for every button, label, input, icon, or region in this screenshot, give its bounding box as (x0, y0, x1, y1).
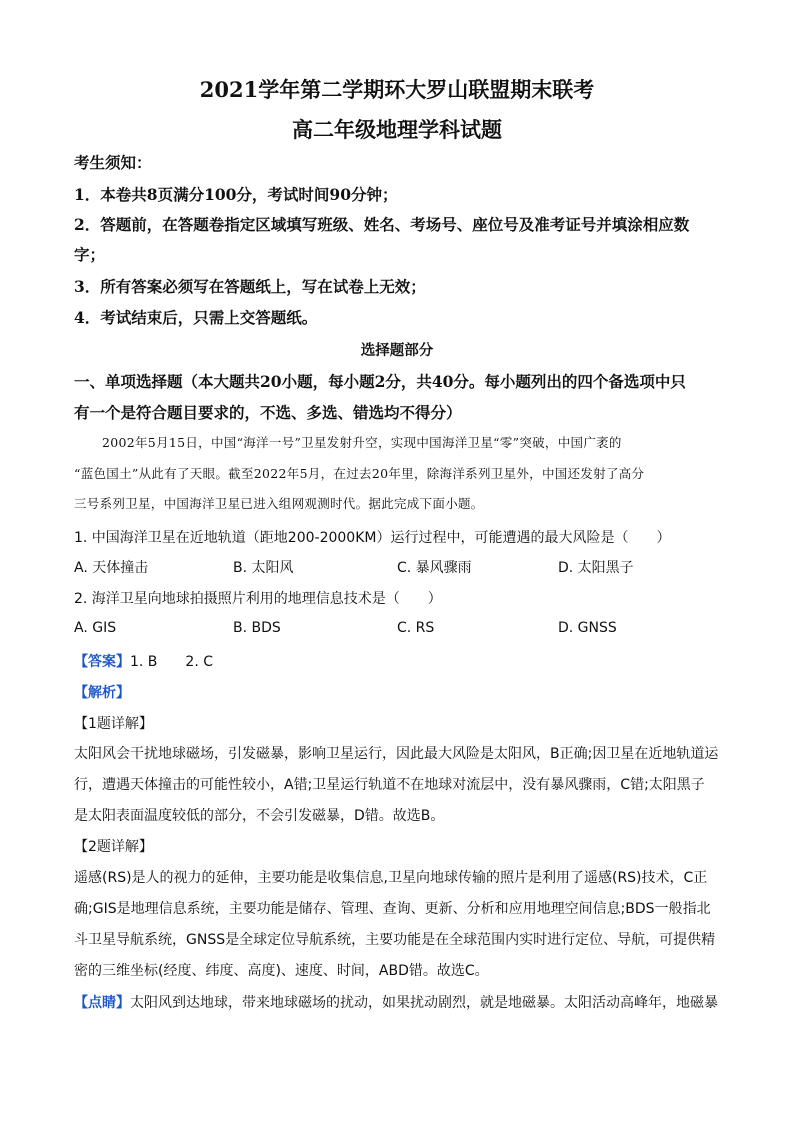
notice-item-3: 3．所有答案必须写在答题纸上，写在试卷上无效； (74, 277, 426, 296)
detail-2-line-2: 确;GIS是地理信息系统，主要功能是储存、管理、查询、更新、分析和应用地理空间信息;BDS一般指北 (74, 901, 711, 917)
question-1-option-d: D. 太阳黑子 (558, 560, 634, 576)
intro-line-2: “蓝色国土”从此有了天眼。截至2022年5月，在过去20年里，除海洋系列卫星外，中国还发射了高分 (74, 466, 645, 481)
point-tag: 【点睛】 (74, 995, 130, 1011)
answer-line (74, 651, 213, 671)
section-heading-2: 有一个是符合题目要求的，不选、多选、错选均不得分） (74, 403, 462, 422)
detail-2-line-1: 遥感(RS)是人的视力的延伸，主要功能是收集信息,卫星向地球传输的照片是利用了遥感(RS)技术，C正 (74, 870, 708, 886)
question-1-option-a: A. 天体撞击 (74, 560, 149, 576)
detail-1-line-2: 行，遭遇天体撞击的可能性较小，A错;卫星运行轨道不在地球对流层中，没有暴风骤雨，C错;太阳黑子 (74, 777, 705, 793)
question-2-option-d: D. GNSS (558, 620, 617, 636)
analysis-tag: 【解析】 (74, 685, 130, 701)
detail-1-line-1: 太阳风会干扰地球磁场，引发磁暴，影响卫星运行，因此最大风险是太阳风，B正确;因卫星在近地轨道运 (74, 746, 719, 762)
section-title: 选择题部分 (360, 342, 434, 359)
intro-line-1: 2002年5月15日，中国“海洋一号”卫星发射升空，实现中国海洋卫星“零”突破，中国广袤的 (102, 435, 622, 450)
detail-1-line-3: 是太阳表面温度较低的部分，不会引发磁暴，D错。故选B。 (74, 808, 445, 824)
detail-2-tag: 【2题详解】 (74, 839, 153, 855)
notice-item-2-cont: 字； (74, 245, 106, 264)
notice-heading: 考生须知： (74, 153, 152, 172)
question-2-option-c: C. RS (397, 620, 435, 636)
exam-subtitle: 高二年级地理学科试题 (292, 117, 502, 142)
question-2-option-a: A. GIS (74, 620, 117, 636)
intro-line-3: 三号系列卫星，中国海洋卫星已进入组网观测时代。据此完成下面小题。 (74, 496, 484, 511)
notice-item-1: 1．本卷共8页满分100分，考试时间90分钟； (74, 185, 398, 204)
question-1-stem: 1. 中国海洋卫星在近地轨道（距地200-2000KM）运行过程中，可能遭遇的最大风险是（ ） (74, 530, 671, 546)
detail-1-tag: 【1题详解】 (74, 716, 153, 732)
point-line (74, 992, 718, 1012)
answer-text: 1. B 2. C (130, 654, 213, 670)
section-heading-1: 一、单项选择题（本大题共20小题，每小题2分，共40分。每小题列出的四个备选项中只 (74, 372, 686, 391)
notice-item-4: 4．考试结束后，只需上交答题纸。 (74, 308, 318, 327)
notice-item-2: 2．答题前，在答题卷指定区域填写班级、姓名、考场号、座位号及准考证号并填涂相应数 (74, 215, 690, 234)
exam-title: 2021学年第二学期环大罗山联盟期末联考 (199, 77, 595, 102)
detail-2-line-3: 斗卫星导航系统，GNSS是全球定位导航系统，主要功能是在全球范围内实时进行定位、导航，可提供精 (74, 932, 716, 948)
question-1-option-b: B. 太阳风 (233, 560, 294, 576)
question-1-option-c: C. 暴风骤雨 (397, 560, 472, 576)
detail-2-line-4: 密的三维坐标(经度、纬度、高度)、速度、时间，ABD错。故选C。 (74, 963, 489, 979)
answer-tag: 【答案】 (74, 654, 130, 670)
point-text: 太阳风到达地球，带来地球磁场的扰动，如果扰动剧烈，就是地磁暴。太阳活动高峰年，地磁暴 (130, 995, 718, 1011)
question-2-stem: 2. 海洋卫星向地球拍摄照片利用的地理信息技术是（ ） (74, 591, 442, 607)
question-2-option-b: B. BDS (233, 620, 281, 636)
